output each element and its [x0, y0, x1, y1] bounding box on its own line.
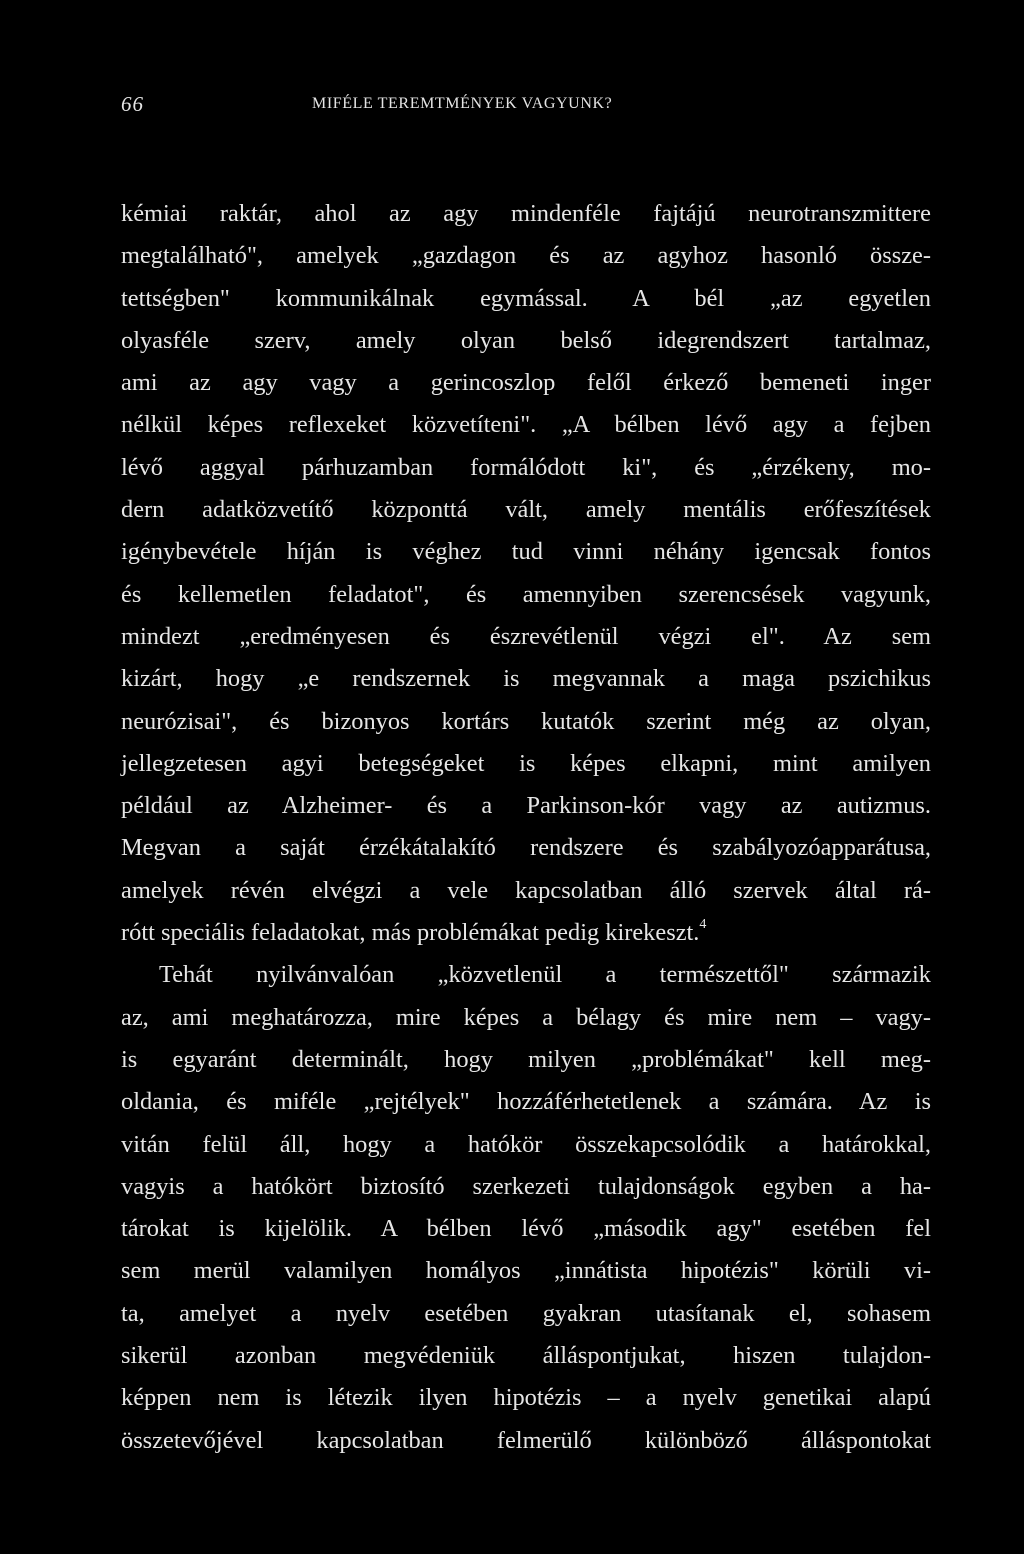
text-line: neurózisai", és bizonyos kortárs kutatók szerint még az olyan,	[121, 707, 931, 735]
text-line: kémiai raktár, ahol az agy mindenféle fajtájú neurotranszmittere	[121, 200, 931, 227]
text-line: ta, amelyet a nyelv esetében gyakran utasítanak el, sohasem	[121, 1299, 931, 1327]
text-line: nélkül képes reflexeket közvetíteni". „A bélben lévő agy a fejben	[121, 411, 931, 439]
text-line: oldania, és miféle „rejtélyek" hozzáférhetetlenek a számára. Az is	[121, 1088, 931, 1116]
chapter-title: MIFÉLE TEREMTMÉNYEK VAGYUNK?	[312, 95, 613, 112]
text-line-content: rótt speciális feladatokat, más problémákat pedig kirekeszt.	[121, 919, 700, 947]
text-line: dern adatközvetítő központtá vált, amely mentális erőfeszítések	[121, 496, 931, 524]
text-line: képpen nem is létezik ilyen hipotézis – a nyelv genetikai alapú	[121, 1384, 931, 1412]
text-line: és kellemetlen feladatot", és amennyiben szerencsések vagyunk,	[121, 580, 931, 608]
paragraph-2	[121, 954, 931, 1462]
text-line: tettségben" kommunikálnak egymással. A bél „az egyetlen	[121, 284, 931, 312]
text-line: tárokat is kijelölik. A bélben lévő „második agy" esetében fel	[121, 1215, 931, 1243]
text-line: vagyis a hatókört biztosító szerkezeti tulajdonságok egyben a ha-	[121, 1172, 931, 1200]
text-line: sem merül valamilyen homályos „innátista hipotézis" körüli vi-	[121, 1257, 931, 1285]
text-line: sikerül azonban megvédeniük álláspontjukat, hiszen tulajdon-	[121, 1342, 931, 1370]
text-line: kizárt, hogy „e rendszernek is megvannak a maga pszichikus	[121, 665, 931, 693]
running-head	[121, 92, 929, 122]
text-line: az, ami meghatározza, mire képes a bélagy és mire nem – vagy-	[121, 1003, 931, 1031]
text-line: amelyek révén elvégzi a vele kapcsolatban álló szervek által rá-	[121, 876, 931, 904]
text-line: jellegzetesen agyi betegségeket is képes elkapni, mint amilyen	[121, 749, 931, 777]
text-line: lévő aggyal párhuzamban formálódott ki", és „érzékeny, mo-	[121, 453, 931, 481]
text-line: mindezt „eredményesen és észrevétlenül végzi el". Az sem	[121, 622, 931, 650]
body-text	[121, 193, 931, 1462]
text-line: is egyaránt determinált, hogy milyen „problémákat" kell meg-	[121, 1045, 931, 1073]
footnote-reference[interactable]: 4	[699, 917, 707, 933]
page-number: 66	[121, 92, 144, 116]
text-line: olyasféle szerv, amely olyan belső idegrendszert tartalmaz,	[121, 326, 931, 354]
text-line: Megvan a saját érzékátalakító rendszere és szabályozóapparátusa,	[121, 834, 931, 862]
text-line: igénybevétele híján is véghez tud vinni néhány igencsak fontos	[121, 538, 931, 566]
text-line: összetevőjével kapcsolatban felmerülő különböző álláspontokat	[121, 1426, 931, 1454]
text-line: például az Alzheimer- és a Parkinson-kór vagy az autizmus.	[121, 792, 931, 820]
text-line: ami az agy vagy a gerincoszlop felől érkező bemeneti inger	[121, 369, 931, 397]
paragraph-1	[121, 193, 931, 954]
text-line: megtalálható", amelyek „gazdagon és az agyhoz hasonló össze-	[121, 242, 931, 270]
text-line: Tehát nyilvánvalóan „közvetlenül a természettől" származik	[159, 961, 931, 989]
text-line: vitán felül áll, hogy a hatókör összekapcsolódik a határokkal,	[121, 1130, 931, 1158]
text-line-with-footnote	[121, 912, 931, 954]
